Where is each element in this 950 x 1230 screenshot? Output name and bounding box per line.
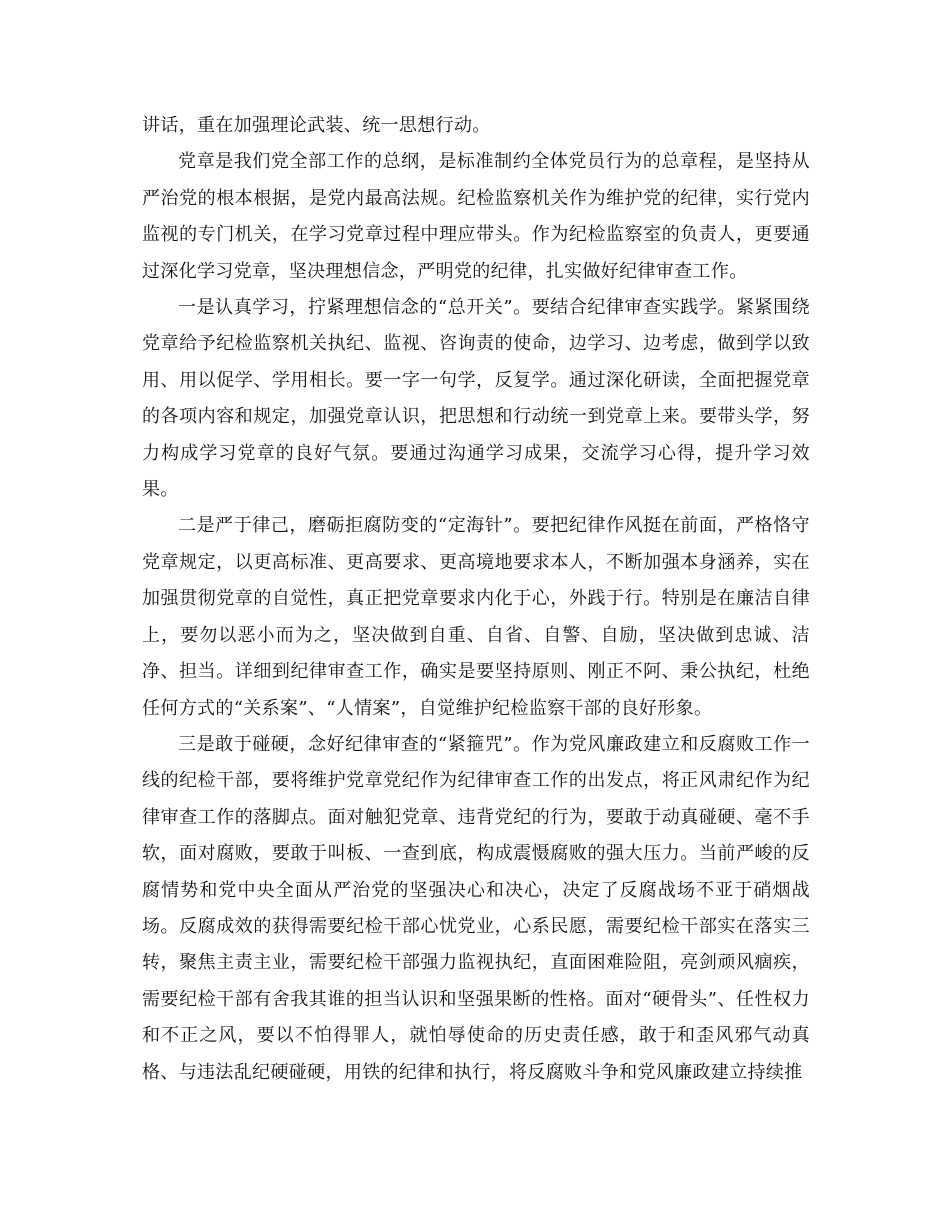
document-page xyxy=(142,108,810,1091)
paragraph-4: 二是严于律己，磨砺拒腐防变的“定海针”。要把纪律作风挺在前面，严格恪守党章规定，以更高标准、更高要求、更高境地要求本人，不断加强本身涵养，实在加强贯彻党章的自觉性，真正把党章要求内化于心，外践于行。特别是在廉洁自律上，要勿以恶小而为之，坚决做到自重、自省、自警、自励，坚决做到忠诚、洁净、担当。详细到纪律审查工作，确实是要坚持原则、刚正不阿、秉公执纪，杜绝任何方式的“关系案”、“人情案”，自觉维护纪检监察干部的良好形象。 xyxy=(142,515,810,719)
paragraph-2: 党章是我们党全部工作的总纲，是标准制约全体党员行为的总章程，是坚持从严治党的根本根据，是党内最高法规。纪检监察机关作为维护党的纪律，实行党内监视的专门机关，在学习党章过程中理应带头。作为纪检监察室的负责人，更要通过深化学习党章，坚决理想信念，严明党的纪律，扎实做好纪律审查工作。 xyxy=(142,151,810,282)
paragraph-1: 讲话，重在加强理论武装、统一思想行动。 xyxy=(142,115,491,136)
paragraph-5: 三是敢于碰硬，念好纪律审查的“紧箍咒”。作为党风廉政建立和反腐败工作一线的纪检干部，要将维护党章党纪作为纪律审查工作的出发点，将正风肃纪作为纪律审查工作的落脚点。面对触犯党章、违背党纪的行为，要敢于动真碰硬、毫不手软，面对腐败，要敢于叫板、一查到底，构成震慑腐败的强大压力。当前严峻的反腐情势和党中央全面从严治党的坚强决心和决心，决定了反腐战场不亚于硝烟战场。反腐成效的获得需要纪检干部心忧党业，心系民愿，需要纪检干部实在落实三转，聚焦主责主业，需要纪检干部强力监视执纪，直面困难险阻，亮剑顽风痼疾，需要纪检干部有舍我其谁的担当认识和坚强果断的性格。面对“硬骨头”、任性权力和不正之风，要以不怕得罪人，就怕辱使命的历史责任感，敢于和歪风邪气动真格、与违法乱纪硬碰硬，用铁的纪律和执行，将反腐败斗争和党风廉政建立持续推 xyxy=(142,733,810,1083)
paragraph-3: 一是认真学习，拧紧理想信念的“总开关”。要结合纪律审查实践学。紧紧围绕党章给予纪检监察机关执纪、监视、咨询责的使命，边学习、边考虑，做到学以致用、用以促学、学用相长。要一字一句学，反复学。通过深化研读，全面把握党章的各项内容和规定，加强党章认识，把思想和行动统一到党章上来。要带头学，努力构成学习党章的良好气氛。要通过沟通学习成果，交流学习心得，提升学习效果。 xyxy=(142,297,810,501)
